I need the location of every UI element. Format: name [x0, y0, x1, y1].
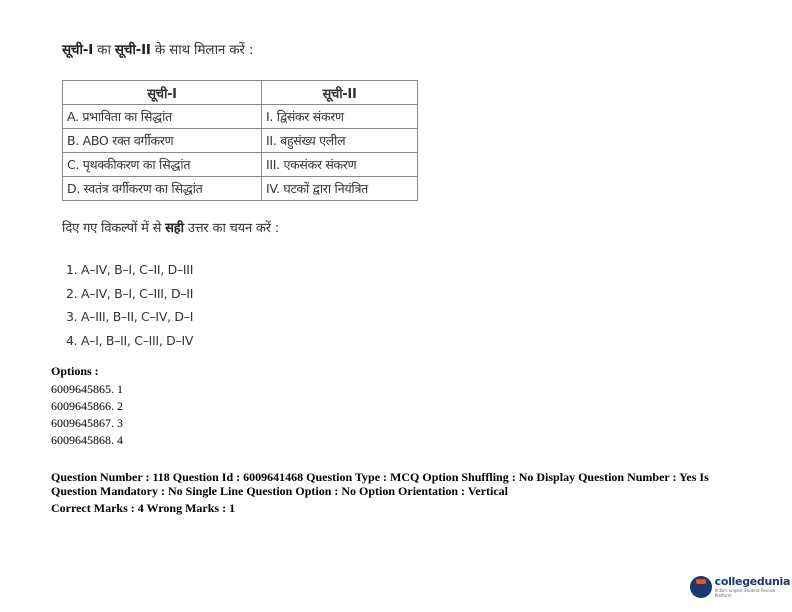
- table-cell: III. एकसंकर संकरण: [262, 153, 418, 177]
- question-meta-line: Question Number : 118 Question Id : 6009641468 Question Type : MCQ Option Shuffling : No Display Question Number : Yes Is Question Mandatory : No Single Line Question Option : No Option Orientation : Vertical: [51, 470, 709, 498]
- table-header-list1: सूची-I: [63, 81, 262, 105]
- options-list: [51, 381, 123, 449]
- table-cell: II. बहुसंख्य एलील: [262, 129, 418, 153]
- instruction-prefix: दिए गए विकल्पों में से: [62, 221, 166, 236]
- question-metadata: [51, 470, 741, 515]
- instruction-suffix: उत्तर का चयन करें :: [183, 221, 279, 236]
- logo-tagline: India's largest Student Review Platform: [714, 588, 776, 598]
- table-cell: D. स्वतंत्र वर्गीकरण का सिद्धांत: [63, 177, 262, 201]
- table-cell: I. द्विसंकर संकरण: [262, 105, 418, 129]
- table-cell: C. पृथक्कीकरण का सिद्धांत: [63, 153, 262, 177]
- heading-connector: का: [93, 42, 115, 58]
- heading-suffix: के साथ मिलान करें :: [150, 42, 254, 58]
- table-cell: A. प्रभाविता का सिद्धांत: [63, 105, 262, 129]
- marks-line: Correct Marks : 4 Wrong Marks : 1: [51, 501, 236, 515]
- table-cell: B. ABO रक्त वर्गीकरण: [63, 129, 262, 153]
- table-row: [63, 177, 418, 201]
- choice-list: [66, 258, 193, 352]
- match-table: [62, 80, 418, 201]
- question-heading: [62, 40, 253, 58]
- option-item: 6009645867. 3: [51, 416, 123, 430]
- collegedunia-logo: [690, 575, 792, 598]
- choice-item: 1. A–IV, B–I, C–II, D–III: [66, 262, 194, 277]
- choice-item: 2. A–IV, B–I, C–III, D–II: [66, 285, 194, 301]
- instruction-text: [62, 218, 279, 236]
- options-title: Options :: [51, 364, 99, 378]
- table-header-row: [63, 81, 418, 105]
- choice-item: 4. A–I, B–II, C–III, D–IV: [66, 332, 194, 348]
- table-header-list2: सूची-II: [262, 81, 418, 105]
- table-row: [63, 153, 418, 177]
- heading-list1: सूची-I: [62, 42, 94, 58]
- option-item: 6009645866. 2: [51, 399, 123, 413]
- table-row: [63, 105, 418, 129]
- heading-list2: सूची-II: [114, 42, 151, 58]
- option-item: 6009645868. 4: [51, 433, 123, 447]
- choice-item: 3. A–III, B–II, C–IV, D–I: [66, 309, 194, 324]
- logo-name: collegedunia: [714, 575, 791, 588]
- option-item: 6009645865. 1: [51, 382, 123, 396]
- instruction-emphasis: सही: [165, 221, 184, 236]
- graduation-cap-icon: [690, 576, 712, 598]
- table-cell: IV. घटकों द्वारा नियंत्रित: [262, 177, 418, 201]
- table-row: [63, 129, 418, 153]
